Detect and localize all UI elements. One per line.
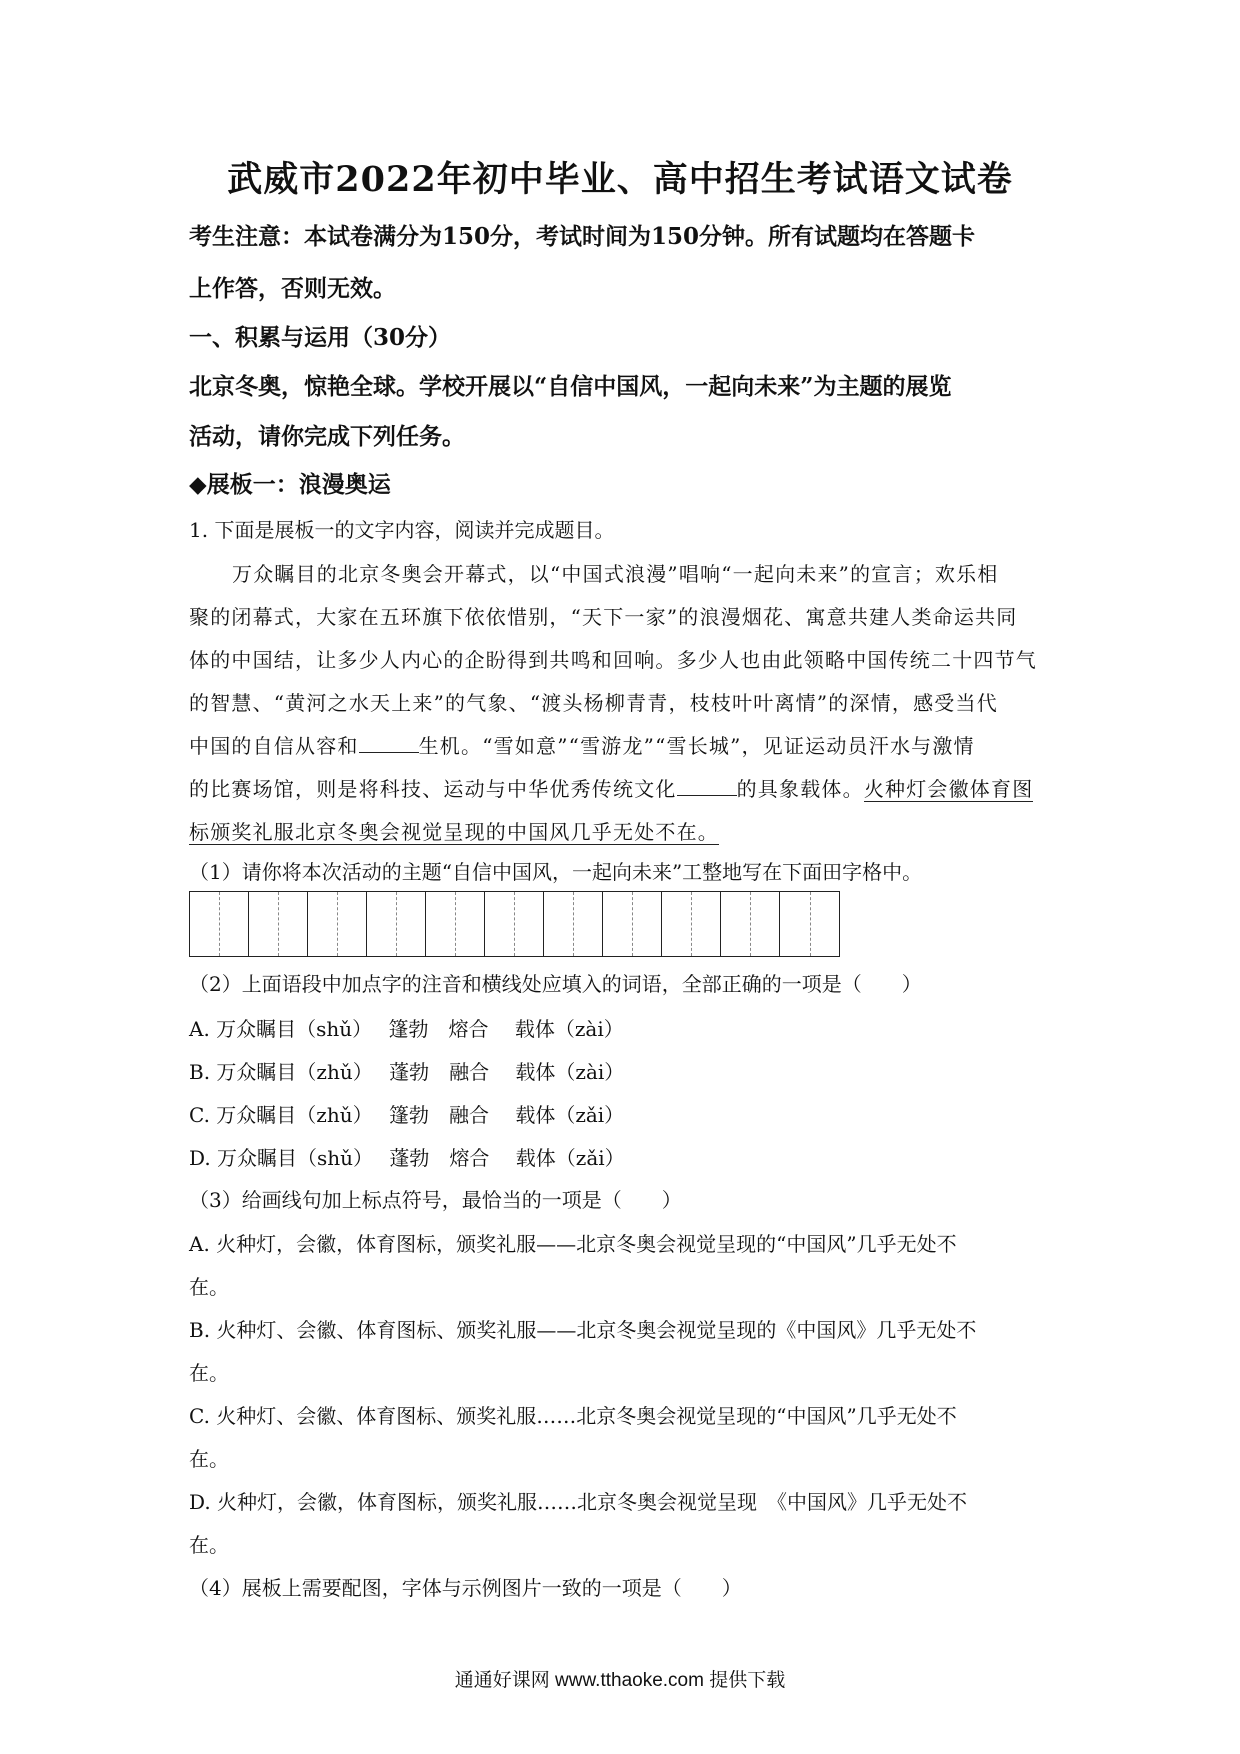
passage-line-7 — [189, 816, 719, 845]
sub3-option-c: C. 火种灯、会徽、体育图标、颁奖礼服……北京冬奥会视觉呈现的“中国风”几乎无处不 — [189, 1404, 957, 1428]
passage-line-4: 的智慧、“黄河之水天上来”的气象、“渡头杨柳青青，枝枝叶叶离情”的深情，感受当代 — [189, 691, 998, 715]
passage-line-6a: 的比赛场馆，则是将科技、运动与中华优秀传统文化 — [189, 777, 677, 801]
tianzige-cell — [662, 892, 721, 956]
passage-line-1: 万众瞩目的北京冬奥会开幕式，以“中国式浪漫”唱响“一起向未来”的宣言；欢乐相 — [232, 562, 999, 586]
sub2-option-b: B. 万众瞩目（zhǔ） 蓬勃 融合 载体（zài） — [189, 1060, 625, 1084]
fill-blank-1 — [359, 734, 419, 753]
intro-line-1: 北京冬奥，惊艳全球。学校开展以“自信中国风，一起向未来”为主题的展览 — [189, 373, 952, 400]
sub2-option-d: D. 万众瞩目（shǔ） 蓬勃 熔合 载体（zǎi） — [189, 1146, 625, 1170]
tianzige-cell — [367, 892, 426, 956]
tianzige-cell — [544, 892, 603, 956]
sub3-option-d-cont: 在。 — [189, 1533, 229, 1557]
intro-line-2: 活动，请你完成下列任务。 — [189, 423, 465, 450]
sub-question-4: （4）展板上需要配图，字体与示例图片一致的一项是（ ） — [189, 1576, 742, 1600]
underlined-sentence-end: 标颁奖礼服北京冬奥会视觉呈现的中国风几乎无处不在。 — [189, 820, 719, 844]
fill-blank-2 — [677, 777, 737, 796]
passage-line-2: 聚的闭幕式，大家在五环旗下依依惜别，“天下一家”的浪漫烟花、寓意共建人类命运共同 — [189, 605, 1018, 629]
tianzige-cell — [485, 892, 544, 956]
passage-line-5b: 生机。“雪如意”“雪游龙”“雪长城”，见证运动员汗水与激情 — [418, 734, 975, 758]
sub3-option-b: B. 火种灯、会徽、体育图标、颁奖礼服——北京冬奥会视觉呈现的《中国风》几乎无处不 — [189, 1318, 977, 1342]
sub3-option-a: A. 火种灯，会徽，体育图标，颁奖礼服——北京冬奥会视觉呈现的“中国风”几乎无处不 — [189, 1232, 957, 1256]
passage-line-5 — [189, 730, 975, 759]
passage-line-5a: 中国的自信从容和 — [189, 734, 359, 758]
passage-line-6 — [189, 773, 1033, 802]
page-title: 武威市2022年初中毕业、高中招生考试语文试卷 — [227, 159, 1013, 200]
underlined-sentence-start: 火种灯会徽体育图 — [863, 777, 1034, 801]
footer: 通通好课网 www.tthaoke.com 提供下载 — [454, 1670, 786, 1691]
tianzige-cell — [780, 892, 839, 956]
sub3-option-c-cont: 在。 — [189, 1447, 229, 1471]
panel-heading: ◆展板一：浪漫奥运 — [189, 471, 391, 498]
sub-question-1: （1）请你将本次活动的主题“自信中国风，一起向未来”工整地写在下面田字格中。 — [189, 860, 923, 884]
sub2-option-a: A. 万众瞩目（shǔ） 篷勃 熔合 载体（zài） — [189, 1017, 624, 1041]
passage-line-3: 体的中国结，让多少人内心的企盼得到共鸣和回响。多少人也由此领略中国传统二十四节气 — [189, 648, 1037, 672]
question-1: 1. 下面是展板一的文字内容，阅读并完成题目。 — [189, 518, 615, 542]
passage-line-6b: 的具象载体。 — [736, 777, 864, 801]
tianzige-cell — [190, 892, 249, 956]
sub-question-2: （2）上面语段中加点字的注音和横线处应填入的词语，全部正确的一项是（ ） — [189, 972, 922, 996]
section-heading: 一、积累与运用（30分） — [189, 324, 452, 351]
notice-line-1: 考生注意：本试卷满分为150分，考试时间为150分钟。所有试题均在答题卡 — [189, 223, 976, 250]
tianzige-cell — [249, 892, 308, 956]
sub3-option-b-cont: 在。 — [189, 1361, 229, 1385]
sub3-option-d: D. 火种灯，会徽，体育图标，颁奖礼服……北京冬奥会视觉呈现 《中国风》几乎无处不 — [189, 1490, 968, 1514]
tianzige-cell — [721, 892, 780, 956]
sub-question-3: （3）给画线句加上标点符号，最恰当的一项是（ ） — [189, 1188, 682, 1212]
sub3-option-a-cont: 在。 — [189, 1275, 229, 1299]
tianzige-cell — [308, 892, 367, 956]
sub2-option-c: C. 万众瞩目（zhǔ） 篷勃 融合 载体（zǎi） — [189, 1103, 625, 1127]
tianzige-cell — [426, 892, 485, 956]
notice-line-2: 上作答，否则无效。 — [189, 275, 396, 302]
tianzige-grid — [189, 891, 840, 957]
tianzige-cell — [603, 892, 662, 956]
